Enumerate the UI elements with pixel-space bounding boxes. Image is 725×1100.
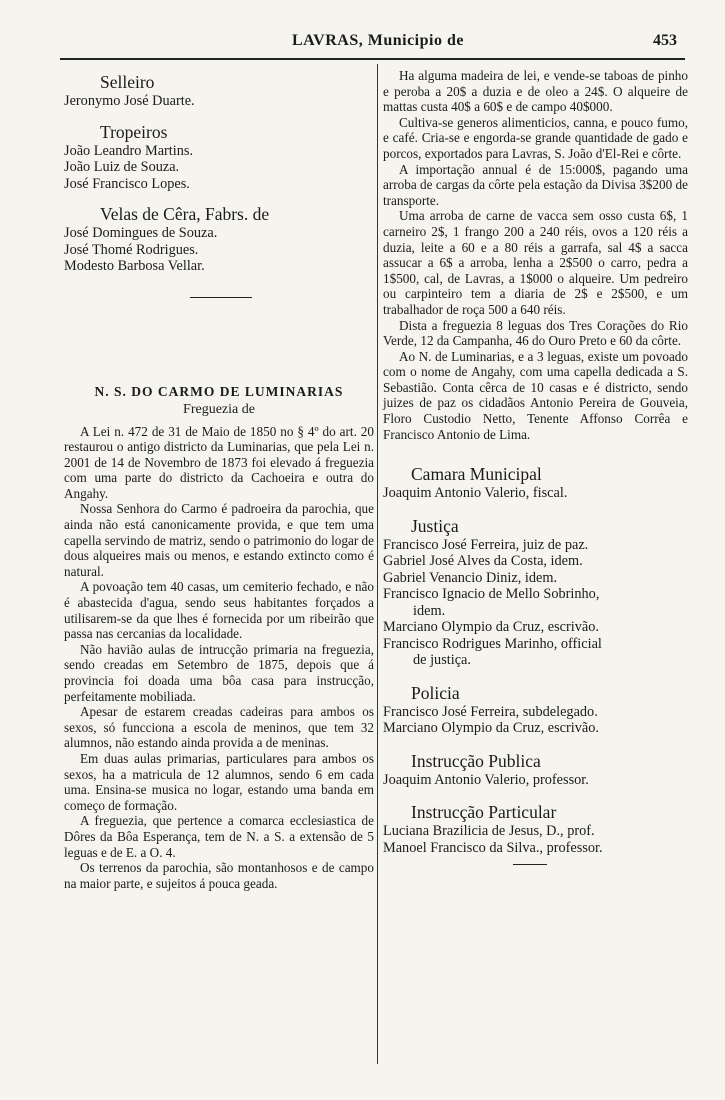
- name-line: Luciana Brazilicia de Jesus, D., prof.: [383, 823, 595, 840]
- header-rule: [60, 58, 685, 60]
- section-title-justica: Justiça: [411, 515, 459, 536]
- name-line: Francisco José Ferreira, subdelegado.: [383, 703, 598, 720]
- right-column: [383, 68, 688, 865]
- paragraph: A importação annual é de 15:000$, pagando uma arroba de cargas da côrte pela estação da Divisa 3$200 de transporte.: [383, 161, 688, 208]
- section-rule: [190, 297, 252, 298]
- section-title-velas: Velas de Cêra, Fabrs. de: [100, 204, 270, 224]
- paragraph: Ha alguma madeira de lei, e vende-se taboas de pinho e peroba a 20$ a duzia e de oleo a 24$. O alqueire de mattas custa 40$ a 60$ e de campo 40$000.: [383, 68, 688, 115]
- paragraph: Cultiva-se generos alimenticios, canna, e pouco fumo, e café. Cria-se e engorda-se grande quantidade de gado e porcos, exportados para Lavras, S. João d'El-Rei e côrte.: [383, 114, 688, 161]
- name-line: Gabriel Venancio Diniz, idem.: [383, 569, 558, 586]
- paragraph: Os terrenos da parochia, são montanhosos e de campo na maior parte, e sujeitos á pouca geada.: [64, 860, 374, 891]
- name-line: idem.: [413, 602, 446, 619]
- paragraph: Ao N. de Luminarias, e a 3 leguas, existe um povoado com o nome de Angahy, com uma capella dedicada a S. Sebastião. Conta cêrca de 10 casas e é districto, sendo juizes de paz os cidadãos Antonio Pereira de Gouveia, Floro Custodio Netto, Tenente Affonso Corrêa e Francisco Antonio de Lima.: [383, 348, 688, 442]
- section-title-instr-particular: Instrucção Particular: [411, 802, 557, 823]
- name-line: Francisco José Ferreira, juiz de paz.: [383, 536, 589, 553]
- name-line: Gabriel José Alves da Costa, idem.: [383, 553, 583, 570]
- name-line: de justiça.: [413, 652, 471, 669]
- page-number: 453: [653, 32, 677, 49]
- paragraph: Nossa Senhora do Carmo é padroeira da parochia, que ainda não está canonicamente provida, e que tem uma capella servindo de matriz, sendo o patrimonio do logar de dous alqueires mais ou menos, e estando extincto como é natural.: [64, 501, 374, 579]
- section-title-camara: Camara Municipal: [411, 464, 542, 485]
- section-title-selleiro: Selleiro: [100, 72, 155, 92]
- left-column: [64, 68, 374, 891]
- section-title-tropeiros: Tropeiros: [100, 121, 168, 142]
- paragraph: Dista a freguezia 8 leguas dos Tres Corações do Rio Verde, 12 da Campanha, 46 do Ouro Preto e 60 da côrte.: [383, 317, 688, 349]
- name-line: Joaquim Antonio Valerio, fiscal.: [383, 485, 568, 502]
- paragraph: Apesar de estarem creadas cadeiras para ambos os sexos, só funcciona a escola de meninos, que tem 32 alumnos, não estando ainda provida a de meninas.: [64, 704, 374, 751]
- name-line: José Thomé Rodrigues.: [64, 241, 199, 258]
- paragraph: Em duas aulas primarias, particulares para ambos os sexos, ha a matricula de 12 alumnos, sendo 6 em cada uma. Ensina-se musica no logar, estando uma banda em começo de formação.: [64, 750, 374, 813]
- name-line: Modesto Barbosa Vellar.: [64, 258, 205, 274]
- name-line: José Francisco Lopes.: [64, 175, 190, 192]
- name-line: Marciano Olympio da Cruz, escrivão.: [383, 720, 599, 737]
- end-rule: [513, 864, 547, 865]
- name-line: João Leandro Martins.: [64, 142, 194, 159]
- paragraph: A povoação tem 40 casas, um cemiterio fechado, e não é abastecida d'agua, sendo seus habitantes forçados a utilisarem-se da que lhes é fornecida por um ribeirão que passa nas cercanias da localidade.: [64, 579, 374, 642]
- name-line: Joaquim Antonio Valerio, professor.: [383, 771, 589, 788]
- name-line: Francisco Rodrigues Marinho, official: [383, 635, 602, 652]
- name-line: José Domingues de Souza.: [64, 225, 218, 241]
- paragraph: Não havião aulas de intrucção primaria na freguezia, sendo creadas em Setembro de 1875, depois que á provincia foi doada uma bôa casa para instrucção, perfeitamente mobiliada.: [64, 641, 374, 704]
- name-line: Francisco Ignacio de Mello Sobrinho,: [383, 586, 600, 603]
- name-line: Marciano Olympio da Cruz, escrivão.: [383, 619, 599, 636]
- parish-subtitle: Freguezia de: [183, 401, 255, 417]
- column-divider: [377, 64, 378, 1064]
- paragraph: A freguezia, que pertence a comarca ecclesiastica de Dôres da Bôa Esperança, tem de N. a S. a extensão de 5 leguas e de E. a O. 4.: [64, 813, 374, 860]
- page-header: [60, 30, 685, 54]
- header-title: LAVRAS, Municipio de: [292, 32, 464, 49]
- name-line: Manoel Francisco da Silva., professor.: [383, 839, 603, 856]
- name-line: Jeronymo José Duarte.: [64, 93, 195, 109]
- name-line: João Luiz de Souza.: [64, 159, 180, 175]
- section-title-policia: Policia: [411, 682, 460, 703]
- paragraph: A Lei n. 472 de 31 de Maio de 1850 no § 4º do art. 20 restaurou o antigo districto da Luminarias, que pela Lei n. 2001 de 14 de Novembro de 1873 foi elevado á freguezia com uma parte do districto da Cachoeira e outra do Angahy.: [64, 423, 374, 501]
- parish-title: N. S. DO CARMO DE LUMINARIAS: [94, 383, 344, 399]
- paragraph: Uma arroba de carne de vacca sem osso custa 6$, 1 carneiro 2$, 1 frango 200 a 240 réis, ovos a 120 réis a duzia, leite a 60 e a 80 réis a garrafa, sal 4$ a sacca assucar a 6$ a arroba, lenha a 2$500 o carro, pedra a 1$500, cal, de Lavras, a 1$000 o alqueire. Um pedreiro ou carpinteiro tem a diaria de 2$ e 2$500, e um trabalhador de roça 500 a 640 réis.: [383, 208, 688, 317]
- section-title-instr-publica: Instrucção Publica: [411, 750, 541, 771]
